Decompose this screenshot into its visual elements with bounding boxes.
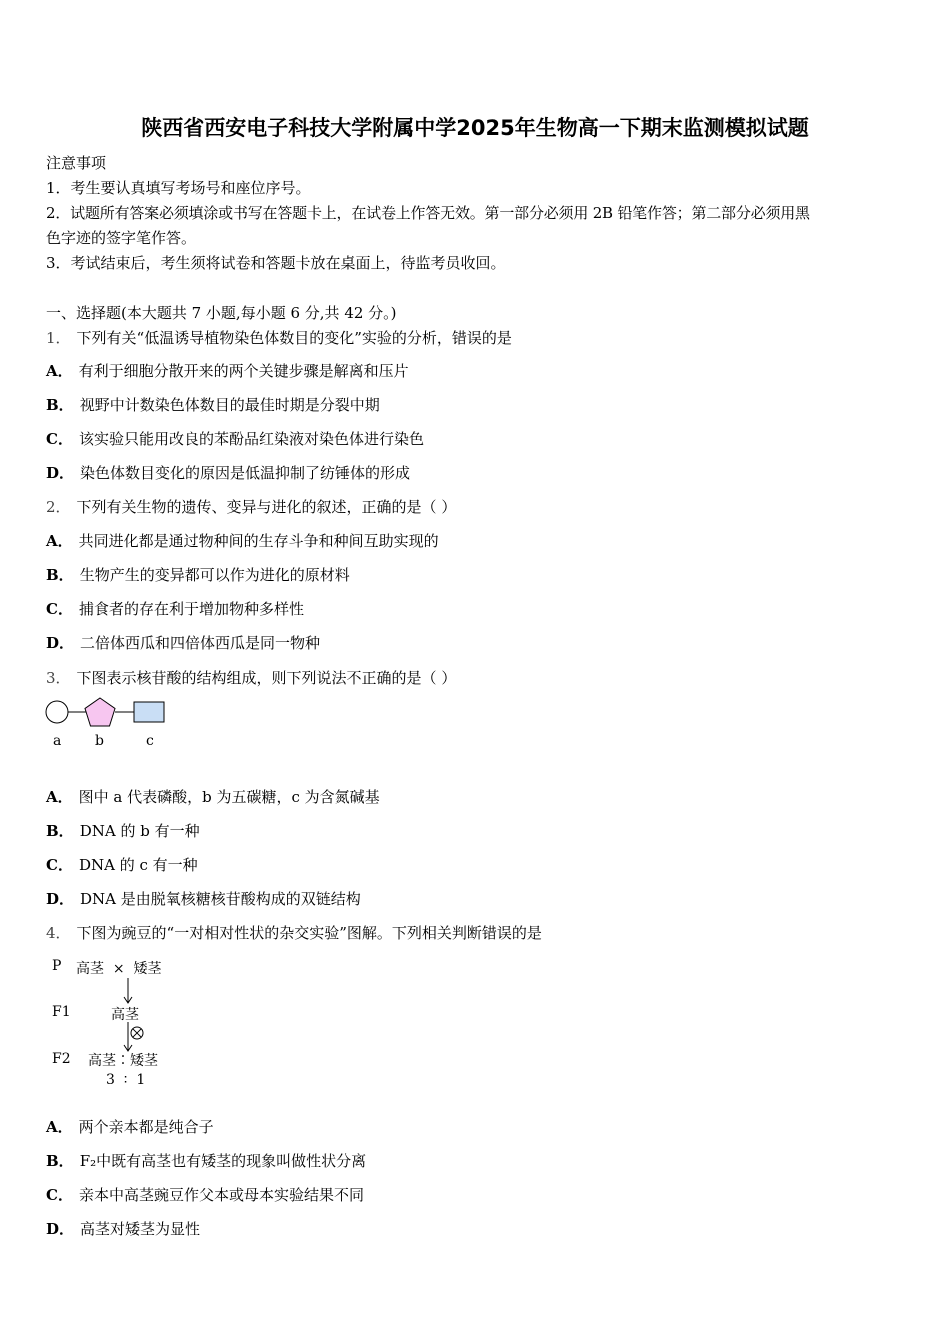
q2-option-c[interactable] — [46, 598, 304, 619]
question-number: 2． — [46, 498, 71, 516]
option-letter: A． — [46, 1118, 73, 1136]
question-number: 3． — [46, 669, 71, 687]
question-text: 下图为豌豆的“一对相对性状的杂交实验”图解。下列相关判断错误的是 — [76, 924, 542, 942]
option-text: 该实验只能用改良的苯酚品红染液对染色体进行染色 — [78, 430, 424, 448]
option-letter: B． — [46, 1152, 74, 1170]
option-letter: D． — [46, 634, 75, 652]
q1-option-c[interactable] — [46, 428, 424, 449]
f2-ratio-text: 3 ∶ 1 — [106, 1072, 146, 1088]
option-letter: C． — [46, 856, 73, 874]
option-text: 染色体数目变化的原因是低温抑制了纺锤体的形成 — [80, 464, 411, 482]
question-text: 下列有关生物的遗传、变异与进化的叙述，正确的是（ ） — [76, 498, 457, 516]
option-letter: C． — [46, 1186, 73, 1204]
nucleotide-diagram — [40, 695, 180, 755]
option-text: F₂中既有高茎也有矮茎的现象叫做性状分离 — [79, 1152, 367, 1170]
phosphate-circle — [46, 701, 68, 723]
label-a: a — [53, 733, 62, 749]
notice-item-3: 3．考试结束后，考生须将试卷和答题卡放在桌面上，待监考员收回。 — [46, 254, 506, 272]
notice-item-2-cont: 色字迹的签字笔作答。 — [46, 229, 197, 247]
option-letter: B． — [46, 566, 74, 584]
q1-option-d[interactable] — [46, 462, 410, 483]
q1-option-a[interactable] — [46, 360, 409, 381]
notice-heading: 注意事项 — [46, 154, 107, 172]
option-text: 两个亲本都是纯合子 — [78, 1118, 214, 1136]
base-rectangle — [134, 702, 164, 722]
option-letter: C． — [46, 430, 73, 448]
option-text: 共同进化都是通过物种间的生存斗争和种间互助实现的 — [78, 532, 439, 550]
option-letter: A． — [46, 532, 73, 550]
q4-option-b[interactable] — [46, 1150, 366, 1171]
option-letter: D． — [46, 1220, 75, 1238]
cross-parents-text: 高茎 × 矮茎 — [76, 961, 162, 977]
question-text: 下图表示核苷酸的结构组成，则下列说法不正确的是（ ） — [76, 669, 457, 687]
option-letter: A． — [46, 362, 73, 380]
option-text: 图中 a 代表磷酸，b 为五碳糖，c 为含氮碱基 — [78, 788, 380, 806]
option-text: 二倍体西瓜和四倍体西瓜是同一物种 — [80, 634, 321, 652]
f1-phenotype-text: 高茎 — [111, 1007, 139, 1023]
option-text: 生物产生的变异都可以作为进化的原材料 — [79, 566, 350, 584]
section-heading: 一、选择题(本大题共 7 小题,每小题 6 分,共 42 分。) — [46, 304, 397, 322]
option-text: DNA 是由脱氧核糖核苷酸构成的双链结构 — [80, 890, 361, 908]
generation-f1-label: F1 — [52, 1004, 71, 1020]
question-4-stem — [46, 922, 542, 943]
question-number: 4． — [46, 924, 71, 942]
option-text: 亲本中高茎豌豆作父本或母本实验结果不同 — [78, 1186, 364, 1204]
page-title: 陕西省西安电子科技大学附属中学2025年生物高一下期末监测模拟试题 — [141, 116, 809, 140]
q3-option-d[interactable] — [46, 888, 361, 909]
option-text: 高茎对矮茎为显性 — [80, 1220, 201, 1238]
label-c: c — [146, 733, 154, 749]
option-letter: B． — [46, 396, 74, 414]
question-1-stem — [46, 327, 512, 348]
option-letter: A． — [46, 788, 73, 806]
option-letter: D． — [46, 890, 75, 908]
option-letter: C． — [46, 600, 73, 618]
question-3-stem — [46, 667, 456, 688]
q3-option-b[interactable] — [46, 820, 200, 841]
f2-phenotype-text: 高茎∶矮茎 — [88, 1053, 158, 1069]
q2-option-b[interactable] — [46, 564, 350, 585]
q2-option-a[interactable] — [46, 530, 439, 551]
option-letter: D． — [46, 464, 75, 482]
option-letter: B． — [46, 822, 74, 840]
question-number: 1． — [46, 329, 71, 347]
option-text: 有利于细胞分散开来的两个关键步骤是解离和压片 — [78, 362, 409, 380]
option-text: 捕食者的存在利于增加物种多样性 — [78, 600, 304, 618]
option-text: DNA 的 b 有一种 — [79, 822, 200, 840]
generation-f2-label: F2 — [52, 1051, 71, 1067]
q4-option-d[interactable] — [46, 1218, 200, 1239]
label-b: b — [95, 733, 104, 749]
q4-option-c[interactable] — [46, 1184, 364, 1205]
q2-option-d[interactable] — [46, 632, 320, 653]
question-2-stem — [46, 496, 456, 517]
option-text: DNA 的 c 有一种 — [78, 856, 198, 874]
notice-item-2: 2．试题所有答案必须填涂或书写在答题卡上，在试卷上作答无效。第一部分必须用 2B 铅笔作答；第二部分必须用黑 — [46, 204, 810, 222]
question-text: 下列有关“低温诱导植物染色体数目的变化”实验的分析，错误的是 — [76, 329, 512, 347]
generation-p-label: P — [52, 958, 62, 974]
q1-option-b[interactable] — [46, 394, 380, 415]
q3-option-c[interactable] — [46, 854, 198, 875]
option-text: 视野中计数染色体数目的最佳时期是分裂中期 — [79, 396, 380, 414]
pentose-pentagon — [85, 698, 115, 726]
q3-option-a[interactable] — [46, 786, 380, 807]
q4-option-a[interactable] — [46, 1116, 214, 1137]
notice-item-1: 1．考生要认真填写考场号和座位序号。 — [46, 179, 311, 197]
